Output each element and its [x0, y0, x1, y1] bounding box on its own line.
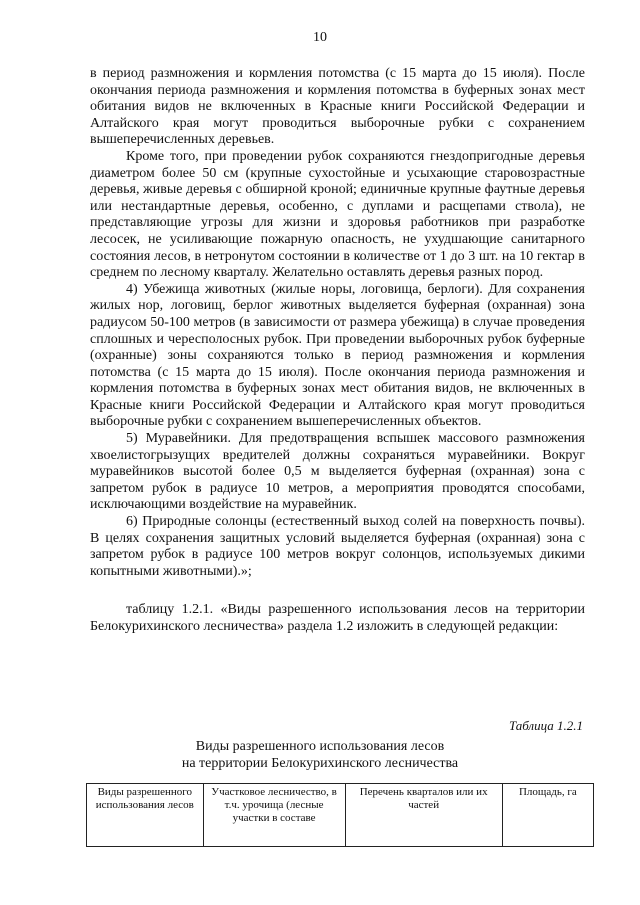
paragraph-nesting-trees: Кроме того, при проведении рубок сохраняются гнездопригодные деревья диаметром более 50 см (крупные сухостойные и усыхающие старовозрастные деревья, живые деревья с обширной кроной; единичные крупные фаутные деревья или нестандартные деревья, особенно, с дуплами и расщепами ствола), не представляющие угрозы для жизни и здоровья работников при разработке лесосек, не усиливающие пожарную опасность, не ухудшающие санитарного состояния лесов, в нетронутом состоянии в количестве от 1 до 3 шт. на 10 гектар в среднем по лесному кварталу. Желательно оставлять деревья разных пород.	[90, 148, 585, 281]
paragraph-table-amendment: таблицу 1.2.1. «Виды разрешенного использования лесов на территории Белокурихинского лесничества» раздела 1.2 изложить в следующей редакции:	[90, 602, 585, 634]
header-district-forestry: Участковое лесничество, в т.ч. урочища (лесные участки в составе	[203, 784, 345, 847]
header-use-types: Виды разрешенного использования лесов	[87, 784, 204, 847]
permitted-use-table	[86, 783, 594, 847]
paragraph-anthills: 5) Муравейники. Для предотвращения вспышек массового размножения хвоелистогрызущих вредителей должны сохраняться муравейники. Вокруг муравейников высотой более 0,5 м выделяется буферная (охранная) зона с запретом рубок в радиусе 10 метров, а мероприятия проводятся способами, исключающими воздействие на муравейник.	[90, 431, 585, 513]
table-caption: Таблица 1.2.1	[508, 718, 583, 733]
table-title-line-2: на территории Белокурихинского лесничества	[181, 756, 459, 771]
table-header-row	[87, 784, 594, 847]
paragraph-gap	[90, 580, 585, 602]
header-quarters-list: Перечень кварталов или их частей	[345, 784, 502, 847]
paragraph-animal-shelters: 4) Убежища животных (жилые норы, логовища, берлоги). Для сохранения жилых нор, логовищ, берлог животных выделяется буферная (охранная) зона радиусом 50-100 метров (в зависимости от размера убежища) в случае проведения сплошных и чересполосных рубок. При проведении выборочных рубок буферные (охранные) зоны сохраняются только в период размножения и кормления потомства (с 15 марта до 15 июля). После окончания периода размножения и кормления потомства в буферных зонах мест обитания видов, не включенных в Красные книги Российской Федерации и Алтайского края могут проводиться выборочные рубки с сохранением вышеперечисленных объектов.	[90, 281, 585, 430]
header-area-ha: Площадь, га	[502, 784, 593, 847]
table-title	[0, 738, 640, 772]
table-title-line-1: Виды разрешенного использования лесов	[195, 739, 445, 754]
paragraph-breeding-period: в период размножения и кормления потомства (с 15 марта до 15 июля). После окончания периода размножения и кормления потомства в буферных зонах мест обитания видов не включенных в Красные книги Российской Федерации и Алтайского края могут проводиться выборочные рубки с сохранением вышеперечисленных деревьев.	[90, 66, 585, 148]
paragraph-salt-licks: 6) Природные солонцы (естественный выход солей на поверхность почвы). В целях сохранения защитных условий выделяется буферная (охранная) зона с запретом рубок в радиусе 100 метров вокруг солонцов, используемых дикими копытными животными).»;	[90, 514, 585, 579]
body-text	[90, 66, 585, 636]
page-number: 10	[313, 30, 327, 45]
